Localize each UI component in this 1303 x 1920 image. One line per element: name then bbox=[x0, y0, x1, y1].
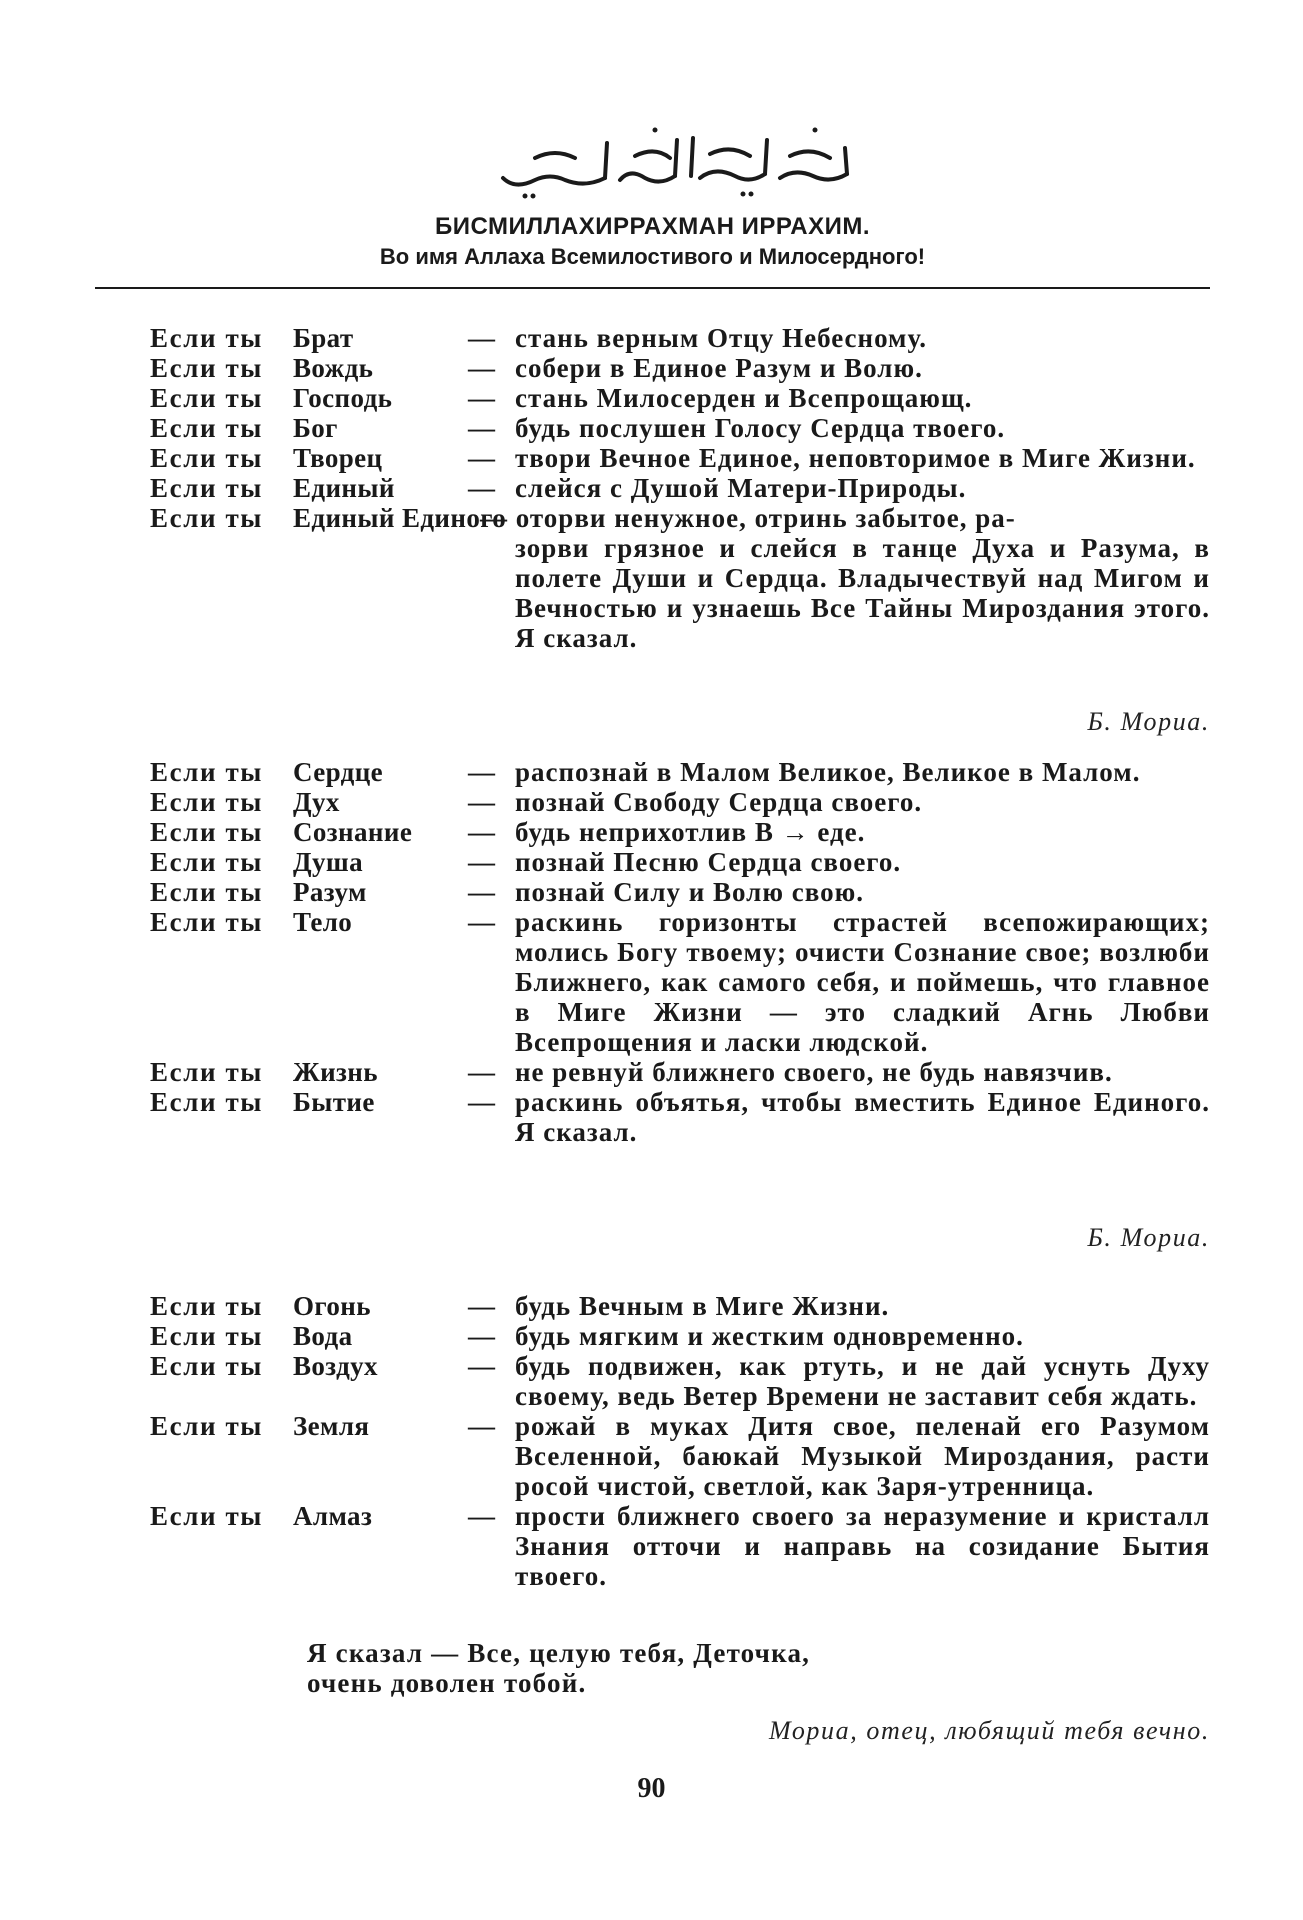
verse-prefix: Если ты bbox=[150, 443, 263, 473]
verse-row-long bbox=[150, 503, 1210, 533]
verse-row bbox=[150, 473, 1210, 503]
verse-row bbox=[150, 847, 1210, 877]
verse-row bbox=[150, 443, 1210, 473]
verse-dash: — bbox=[468, 323, 495, 353]
verse-keyword: Душа bbox=[293, 847, 363, 877]
verse-dash: — bbox=[468, 1291, 495, 1321]
header-divider bbox=[95, 287, 1210, 289]
verse-dash: — bbox=[468, 443, 495, 473]
verse-row bbox=[150, 877, 1210, 907]
verse-text: стань Милосерден и Всепрощающ. bbox=[515, 383, 973, 413]
verse-prefix: Если ты bbox=[150, 1411, 263, 1441]
verse-keyword: Вода bbox=[293, 1321, 353, 1351]
verse-dash: — bbox=[468, 413, 495, 443]
verse-dash: — bbox=[468, 1057, 495, 1087]
verse-prefix: Если ты bbox=[150, 413, 263, 443]
verse-row-continuation bbox=[150, 533, 1210, 653]
verse-row bbox=[150, 907, 1210, 1057]
verse-keyword: Творец bbox=[293, 443, 383, 473]
section-1 bbox=[150, 323, 1210, 653]
verse-row bbox=[150, 1321, 1210, 1351]
header-translation: Во имя Аллаха Всемилостивого и Милосердного! bbox=[379, 244, 926, 269]
verse-text: рожай в муках Дитя свое, пеленай его Разумом Вселенной, баюкай Музыкой Мироздания, расти росой чистой, светлой, как Заря-утренница. bbox=[515, 1411, 1210, 1501]
verse-prefix: Если ты bbox=[150, 907, 263, 937]
verse-prefix: Если ты bbox=[150, 323, 263, 353]
verse-text: будь послушен Голосу Сердца твоего. bbox=[515, 413, 1006, 443]
verse-row bbox=[150, 1057, 1210, 1087]
verse-prefix: Если ты bbox=[150, 1321, 263, 1351]
verse-row bbox=[150, 787, 1210, 817]
verse-dash: — bbox=[468, 757, 495, 787]
verse-prefix: Если ты bbox=[150, 847, 263, 877]
verse-row bbox=[150, 413, 1210, 443]
verse-prefix: Если ты bbox=[150, 473, 263, 503]
section-3 bbox=[150, 1291, 1210, 1591]
verse-row bbox=[150, 353, 1210, 383]
verse-row bbox=[150, 1501, 1210, 1591]
header-transliteration: БИСМИЛЛАХИРРАХМАН ИРРАХИМ. bbox=[434, 213, 870, 240]
verse-row bbox=[150, 1291, 1210, 1321]
verse-text: будь Вечным в Миге Жизни. bbox=[515, 1291, 890, 1321]
verse-prefix: Если ты bbox=[150, 787, 263, 817]
verse-row bbox=[150, 817, 1210, 847]
verse-row bbox=[150, 1087, 1210, 1147]
verse-text: познай Песню Сердца своего. bbox=[515, 847, 902, 877]
verse-dash: — bbox=[468, 1501, 495, 1531]
verse-keyword: Разум bbox=[293, 877, 367, 907]
section-2 bbox=[150, 757, 1210, 1147]
verse-text: собери в Единое Разум и Волю. bbox=[515, 353, 923, 383]
verse-keyword: Дух bbox=[293, 787, 340, 817]
verse-prefix: Если ты bbox=[150, 757, 263, 787]
verse-text-first-line: — оторви ненужное, отринь забытое, ра- bbox=[480, 503, 1016, 533]
verse-prefix: Если ты bbox=[150, 383, 263, 413]
closing-line: очень доволен тобой. bbox=[307, 1668, 587, 1698]
verse-row bbox=[150, 1351, 1210, 1411]
closing-line: Я сказал — Все, целую тебя, Деточка, bbox=[307, 1638, 811, 1668]
signature: Б. Мориа. bbox=[1087, 707, 1210, 736]
verse-text: познай Свободу Сердца своего. bbox=[515, 787, 923, 817]
verse-keyword: Единый Единого bbox=[293, 503, 507, 533]
verse-keyword: Господь bbox=[293, 383, 393, 413]
verse-dash: — bbox=[468, 473, 495, 503]
verse-dash: — bbox=[468, 787, 495, 817]
verse-text: будь мягким и жестким одновременно. bbox=[515, 1321, 1024, 1351]
signature: Мориа, отец, любящий тебя вечно. bbox=[768, 1716, 1210, 1745]
verse-keyword: Тело bbox=[293, 907, 353, 937]
verse-dash: — bbox=[468, 1411, 495, 1441]
verse-dash: — bbox=[468, 1321, 495, 1351]
verse-prefix: Если ты bbox=[150, 1057, 263, 1087]
verse-text: будь подвижен, как ртуть, и не дай уснуть Духу своему, ведь Ветер Времени не заставит себя ждать. bbox=[515, 1351, 1210, 1411]
verse-keyword: Сознание bbox=[293, 817, 413, 847]
verse-keyword: Брат bbox=[293, 323, 354, 353]
verse-dash: — bbox=[468, 383, 495, 413]
verse-row bbox=[150, 383, 1210, 413]
verse-prefix: Если ты bbox=[150, 1291, 263, 1321]
verse-keyword: Единый bbox=[293, 473, 395, 503]
signature: Б. Мориа. bbox=[1087, 1223, 1210, 1252]
verse-keyword: Вождь bbox=[293, 353, 374, 383]
verse-prefix: Если ты bbox=[150, 1351, 263, 1381]
verse-row bbox=[150, 323, 1210, 353]
verse-text: раскинь горизонты страстей всепожирающих; молись Богу твоему; очисти Сознание свое; возлюби Ближнего, как самого себя, и поймешь, что главное в Миге Жизни — это сладкий Агнь Любви Всепрощения и ласки людской. bbox=[515, 907, 1210, 1057]
verse-text: не ревнуй ближнего своего, не будь навязчив. bbox=[515, 1057, 1113, 1087]
bismillah-calligraphy bbox=[495, 118, 855, 200]
page-number: 90 bbox=[637, 1773, 666, 1804]
verse-prefix: Если ты bbox=[150, 877, 263, 907]
verse-text: раскинь объятья, чтобы вместить Единое Единого. Я сказал. bbox=[515, 1087, 1210, 1147]
verse-prefix: Если ты bbox=[150, 817, 263, 847]
verse-prefix: Если ты bbox=[150, 353, 263, 383]
verse-text: зорви грязное и слейся в танце Духа и Разума, в полете Души и Сердца. Владычествуй над Мигом и Вечностью и узнаешь Все Тайны Мироздания этого. Я сказал. bbox=[515, 533, 1210, 653]
verse-keyword: Сердце bbox=[293, 757, 384, 787]
verse-text: твори Вечное Единое, неповторимое в Миге Жизни. bbox=[515, 443, 1196, 473]
verse-dash: — bbox=[468, 847, 495, 877]
verse-row bbox=[150, 757, 1210, 787]
verse-prefix: Если ты bbox=[150, 1501, 263, 1531]
verse-text: будь неприхотлив В → еде. bbox=[515, 817, 866, 847]
verse-text: стань верным Отцу Небесному. bbox=[515, 323, 927, 353]
verse-prefix: Если ты bbox=[150, 503, 263, 533]
verse-keyword: Воздух bbox=[293, 1351, 378, 1381]
verse-keyword: Жизнь bbox=[293, 1057, 378, 1087]
verse-keyword: Земля bbox=[293, 1411, 370, 1441]
verse-text: прости ближнего своего за неразумение и кристалл Знания отточи и направь на созидание Бытия твоего. bbox=[515, 1501, 1210, 1591]
verse-row bbox=[150, 1411, 1210, 1501]
verse-dash: — bbox=[468, 353, 495, 383]
verse-keyword: Бытие bbox=[293, 1087, 375, 1117]
verse-keyword: Огонь bbox=[293, 1291, 371, 1321]
verse-dash: — bbox=[468, 817, 495, 847]
verse-keyword: Бог bbox=[293, 413, 338, 443]
verse-text: распознай в Малом Великое, Великое в Малом. bbox=[515, 757, 1141, 787]
verse-text: слейся с Душой Матери-Природы. bbox=[515, 473, 967, 503]
verse-dash: — bbox=[468, 877, 495, 907]
verse-keyword: Алмаз bbox=[293, 1501, 373, 1531]
verse-dash: — bbox=[468, 1087, 495, 1117]
verse-text: познай Силу и Волю свою. bbox=[515, 877, 864, 907]
verse-dash: — bbox=[468, 907, 495, 937]
verse-dash: — bbox=[468, 1351, 495, 1381]
verse-prefix: Если ты bbox=[150, 1087, 263, 1117]
